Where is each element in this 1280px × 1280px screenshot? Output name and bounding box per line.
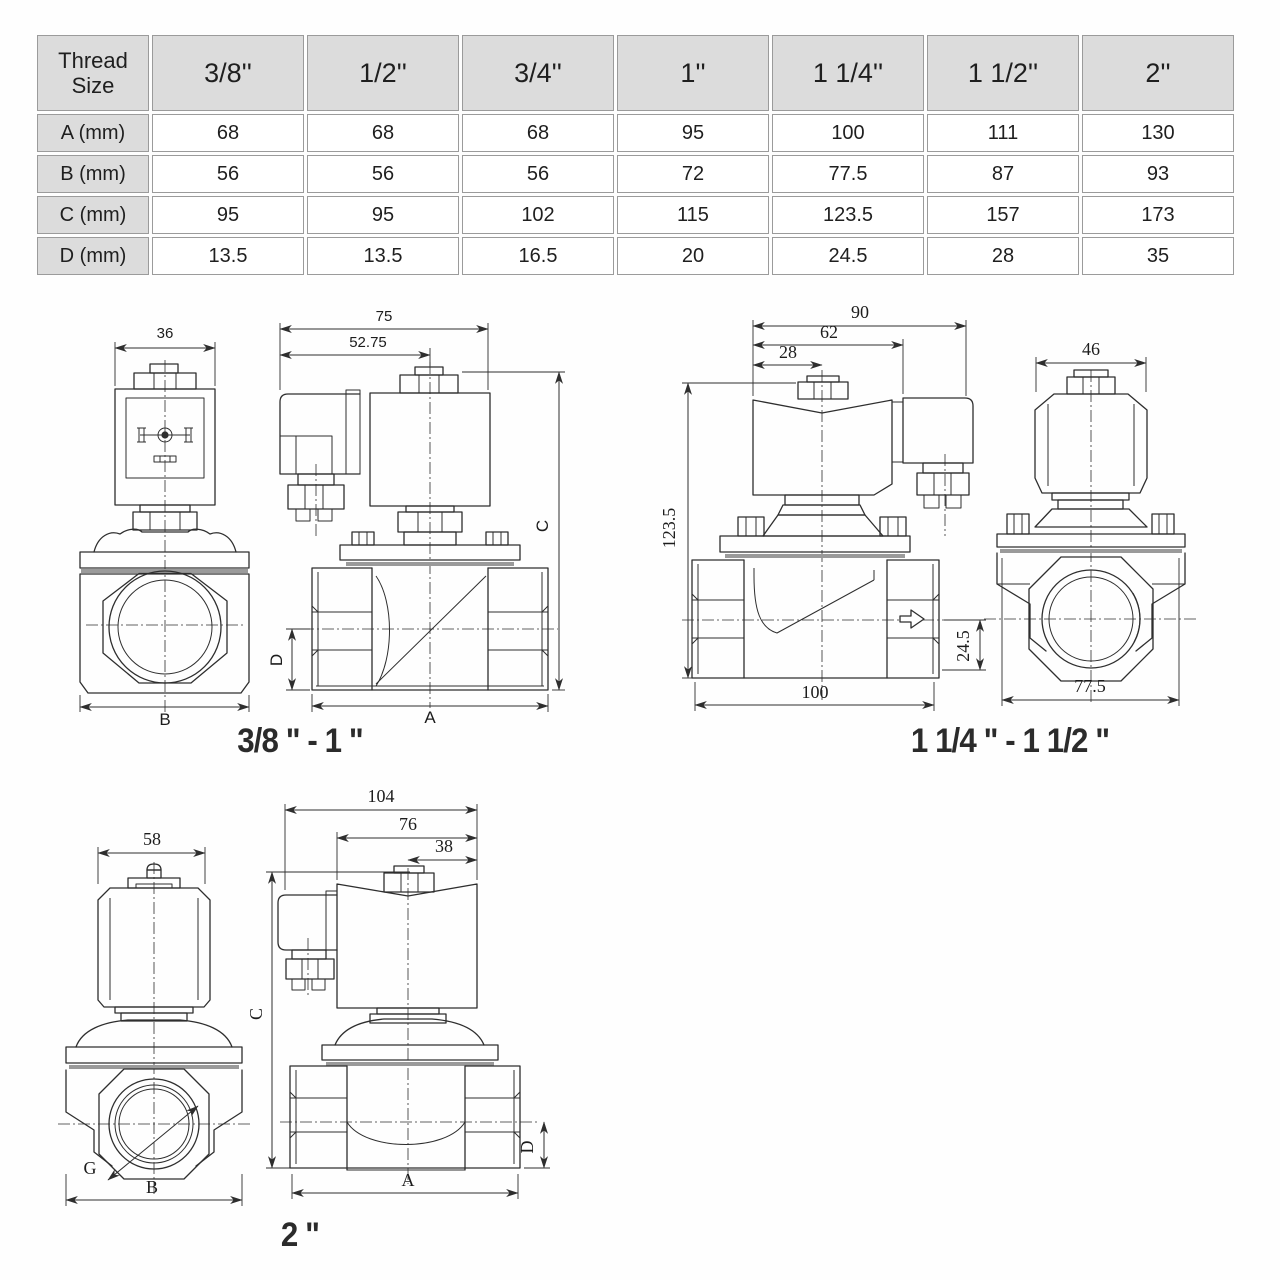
table-cell: 95 xyxy=(307,196,459,234)
din-connector xyxy=(280,390,360,521)
table-cell: 123.5 xyxy=(772,196,924,234)
dim-label: C xyxy=(246,1007,266,1021)
dim-label: 24.5 xyxy=(953,630,973,662)
coil-side xyxy=(337,866,477,1008)
col-header: 1/2'' xyxy=(307,35,459,111)
table-cell: 102 xyxy=(462,196,614,234)
table-cell: 56 xyxy=(152,155,304,193)
dim-label: A xyxy=(401,1170,415,1190)
valve-drawing-large-side-view xyxy=(246,780,588,1242)
table-cell: 13.5 xyxy=(152,237,304,275)
dim-label: 58 xyxy=(143,829,161,849)
table-cell: 13.5 xyxy=(307,237,459,275)
table-cell: 173 xyxy=(1082,196,1234,234)
table-cell: 93 xyxy=(1082,155,1234,193)
dimensions xyxy=(659,302,986,711)
table-row xyxy=(37,114,1234,152)
dim-label: 62 xyxy=(820,322,838,342)
table-cell: 56 xyxy=(462,155,614,193)
table-cell: 20 xyxy=(617,237,769,275)
centerlines xyxy=(280,868,540,1184)
row-header: A (mm) xyxy=(37,114,149,152)
table-cell: 56 xyxy=(307,155,459,193)
centerlines xyxy=(302,362,558,708)
centerlines xyxy=(984,370,1198,703)
table-cell: 111 xyxy=(927,114,1079,152)
centerlines xyxy=(58,862,250,1194)
figure-caption-large: 2 " xyxy=(280,1216,320,1254)
col-header: 1'' xyxy=(617,35,769,111)
col-header: 3/4'' xyxy=(462,35,614,111)
dim-label: 75 xyxy=(375,308,393,325)
valve-drawing-medium-side-view xyxy=(652,298,997,730)
figure-caption-small: 3/8 " - 1 " xyxy=(237,722,363,760)
table-cell: 95 xyxy=(152,196,304,234)
dim-label: B xyxy=(145,1177,159,1197)
table-cell: 115 xyxy=(617,196,769,234)
table-cell: 35 xyxy=(1082,237,1234,275)
dim-label: 76 xyxy=(399,814,417,834)
dim-label: A xyxy=(424,708,436,727)
table-cell: 157 xyxy=(927,196,1079,234)
dim-label: 90 xyxy=(851,302,869,322)
row-header: B (mm) xyxy=(37,155,149,193)
table-cell: 130 xyxy=(1082,114,1234,152)
dim-label: 100 xyxy=(801,682,829,702)
valve-drawing-medium-front-view xyxy=(982,326,1240,728)
valve-body-front xyxy=(80,505,249,693)
dim-label: 28 xyxy=(779,342,797,362)
table-cell: 28 xyxy=(927,237,1079,275)
dim-label: 123.5 xyxy=(659,507,679,549)
table-cell: 68 xyxy=(307,114,459,152)
din-connector xyxy=(892,398,973,508)
table-corner-header: Thread Size xyxy=(37,35,149,111)
table-cell: 68 xyxy=(462,114,614,152)
dimension-table xyxy=(34,32,1237,278)
col-header: 1 1/4'' xyxy=(772,35,924,111)
din-connector xyxy=(278,891,337,990)
centerlines xyxy=(682,370,952,700)
dim-label: 77.5 xyxy=(1074,676,1106,696)
dim-label: 104 xyxy=(367,786,395,806)
table-header-row xyxy=(37,35,1234,111)
table-cell: 95 xyxy=(617,114,769,152)
dim-label: D xyxy=(517,1140,537,1154)
table-cell: 68 xyxy=(152,114,304,152)
dim-label: D xyxy=(267,653,286,667)
thread-size-label: G xyxy=(83,1158,97,1178)
row-header: D (mm) xyxy=(37,237,149,275)
table-cell: 87 xyxy=(927,155,1079,193)
dim-label: 46 xyxy=(1082,339,1100,359)
valve-body-side xyxy=(692,495,939,678)
table-row xyxy=(37,155,1234,193)
table-row xyxy=(37,237,1234,275)
col-header: 1 1/2'' xyxy=(927,35,1079,111)
dim-label: C xyxy=(533,519,552,533)
dim-label: 36 xyxy=(156,325,174,342)
coil-side xyxy=(753,376,892,495)
table-cell: 77.5 xyxy=(772,155,924,193)
dim-label: B xyxy=(159,710,171,729)
dim-label: 52.75 xyxy=(349,334,387,351)
table-cell: 24.5 xyxy=(772,237,924,275)
table-cell: 100 xyxy=(772,114,924,152)
row-header: C (mm) xyxy=(37,196,149,234)
col-header: 3/8'' xyxy=(152,35,304,111)
table-cell: 16.5 xyxy=(462,237,614,275)
valve-drawing-small-side-view xyxy=(267,306,574,727)
flow-direction-arrow-icon xyxy=(900,610,924,628)
col-header: 2'' xyxy=(1082,35,1234,111)
centerlines xyxy=(86,360,246,714)
table-cell: 72 xyxy=(617,155,769,193)
valve-body-side xyxy=(290,1008,520,1170)
dim-label: 38 xyxy=(435,836,453,856)
dimensions xyxy=(80,325,249,729)
valve-drawing-large-front-view xyxy=(46,822,294,1224)
figure-caption-medium: 1 1/4 " - 1 1/2 " xyxy=(910,722,1110,760)
table-row xyxy=(37,196,1234,234)
